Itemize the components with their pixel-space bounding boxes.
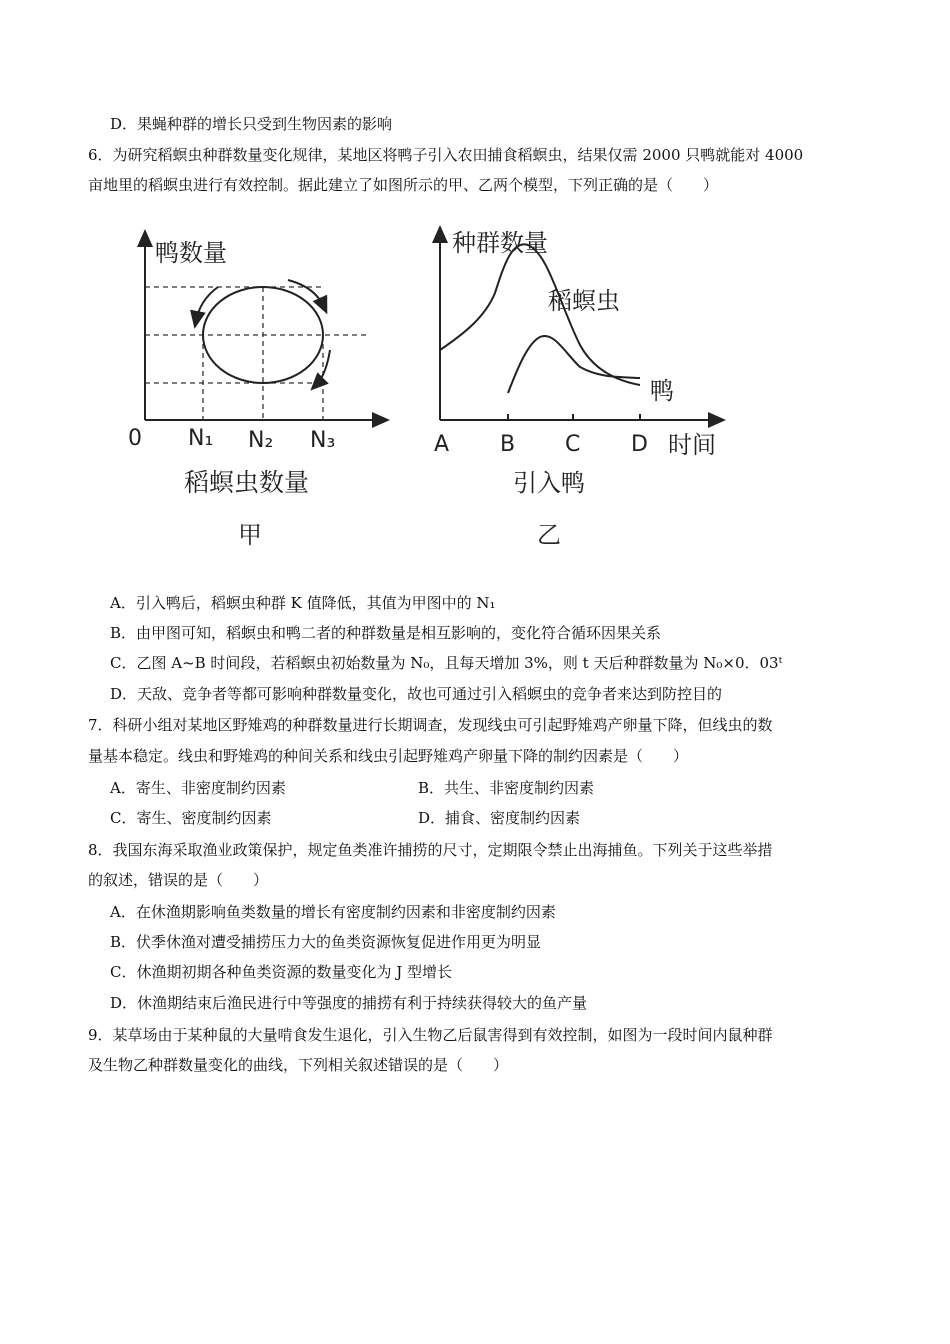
q7-stem-line2: 量基本稳定。线虫和野雉鸡的种间关系和线虫引起野雉鸡产卵量下降的制约因素是（ ） — [88, 747, 689, 765]
q6-option-c: C．乙图 A~B 时间段，若稻螟虫初始数量为 N₀，且每天增加 3%，则 t 天后种群数量为 N₀×0．03ᵗ — [110, 654, 783, 672]
q7-option-b: B．共生、非密度制约因素 — [418, 779, 595, 797]
yi-series-pest: 稻螟虫 — [548, 287, 620, 315]
q6-option-a: A．引入鸭后，稻螟虫种群 K 值降低，其值为甲图中的 N₁ — [110, 594, 496, 612]
figure-jia — [120, 225, 390, 560]
yi-x-label: 时间 — [668, 431, 716, 459]
q6-stem-line1: 6．为研究稻螟虫种群数量变化规律，某地区将鸭子引入农田捕食稻螟虫，结果仅需 2000 只鸭就能对 4000 — [88, 146, 804, 164]
yi-tick-b: B — [500, 432, 516, 457]
q8-stem-line2: 的叙述，错误的是（ ） — [88, 871, 269, 889]
q6-option-d: D．天敌、竞争者等都可影响种群数量变化，故也可通过引入稻螟虫的竞争者来达到防控目的 — [110, 685, 723, 703]
q6-stem-line2: 亩地里的稻螟虫进行有效控制。据此建立了如图所示的甲、乙两个模型，下列正确的是（ ） — [88, 176, 719, 194]
q8-option-d: D．休渔期结束后渔民进行中等强度的捕捞有利于持续获得较大的鱼产量 — [110, 994, 588, 1012]
q7-option-a: A．寄生、非密度制约因素 — [110, 779, 286, 797]
yi-series-duck: 鸭 — [650, 377, 674, 405]
q5-option-d: D．果蝇种群的增长只受到生物因素的影响 — [110, 115, 393, 133]
jia-origin: 0 — [128, 426, 142, 451]
q8-option-a: A．在休渔期影响鱼类数量的增长有密度制约因素和非密度制约因素 — [110, 903, 556, 921]
q8-option-c: C．休渔期初期各种鱼类资源的数量变化为 J 型增长 — [110, 963, 453, 981]
q9-stem-line1: 9．某草场由于某种鼠的大量啃食发生退化，引入生物乙后鼠害得到有效控制，如图为一段时间内鼠种群 — [88, 1026, 773, 1044]
yi-y-label: 种群数量 — [452, 229, 548, 257]
yi-tick-a: A — [434, 432, 450, 457]
yi-note: 引入鸭 — [513, 469, 585, 497]
yi-tick-d: D — [631, 432, 648, 457]
yi-curve-duck — [508, 336, 640, 393]
q7-option-c: C．寄生、密度制约因素 — [110, 809, 272, 827]
q7-stem-line1: 7．科研小组对某地区野雉鸡的种群数量进行长期调查，发现线虫可引起野雉鸡产卵量下降，但线虫的数 — [88, 716, 773, 734]
jia-tick-n2: N₂ — [248, 428, 274, 453]
yi-tick-c: C — [565, 432, 581, 457]
q8-stem-line1: 8．我国东海采取渔业政策保护，规定鱼类准许捕捞的尺寸，定期限令禁止出海捕鱼。下列关于这些举措 — [88, 841, 773, 859]
figure-yi — [420, 225, 740, 560]
jia-x-label: 稻螟虫数量 — [184, 468, 310, 497]
yi-caption: 乙 — [537, 521, 561, 549]
q9-stem-line2: 及生物乙种群数量变化的曲线，下列相关叙述错误的是（ ） — [88, 1056, 509, 1074]
q7-option-d: D．捕食、密度制约因素 — [418, 809, 581, 827]
q6-option-b: B．由甲图可知，稻螟虫和鸭二者的种群数量是相互影响的，变化符合循环因果关系 — [110, 624, 662, 642]
jia-tick-n3: N₃ — [310, 428, 336, 453]
jia-tick-n1: N₁ — [188, 426, 214, 451]
q8-option-b: B．伏季休渔对遭受捕捞压力大的鱼类资源恢复促进作用更为明显 — [110, 933, 542, 951]
jia-y-label: 鸭数量 — [155, 239, 227, 267]
jia-caption: 甲 — [238, 521, 262, 549]
